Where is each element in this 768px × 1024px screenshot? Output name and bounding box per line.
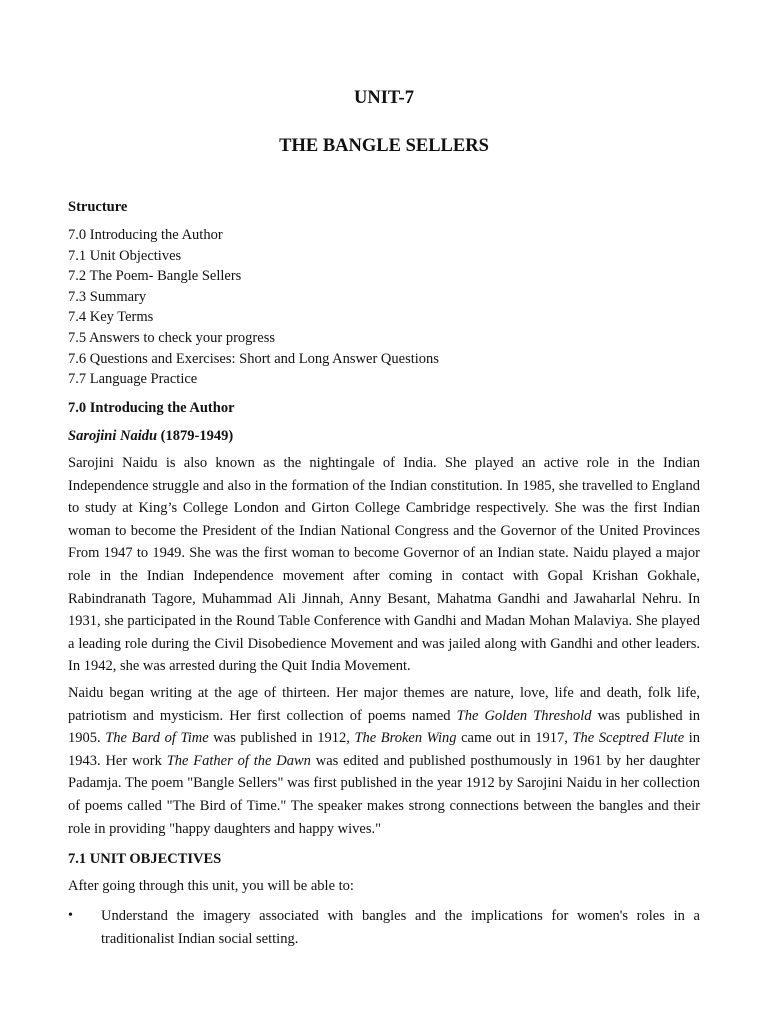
book-title: The Bard of Time: [105, 730, 209, 747]
section-heading-introducing-author: 7.0 Introducing the Author: [68, 400, 235, 416]
structure-list: [68, 225, 439, 390]
book-title: The Father of the Dawn: [166, 752, 311, 769]
text-run: Naidu began writing at the age of thirteen. Her major themes are nature, love, life and death, folk life, patriotism and mysticism. Her first collection of poems named: [68, 685, 700, 724]
page-title: THE BANGLE SELLERS: [279, 136, 489, 156]
structure-item: 7.3 Summary: [68, 288, 147, 305]
text-run: was published in 1912,: [208, 730, 355, 747]
book-title: The Sceptred Flute: [572, 730, 685, 747]
objective-text: Understand the imagery associated with bangles and the implications for women's roles in a traditionalist Indian social setting.: [101, 908, 700, 947]
structure-item: 7.2 The Poem- Bangle Sellers: [68, 268, 242, 285]
structure-item: 7.6 Questions and Exercises: Short and Long Answer Questions: [68, 350, 439, 367]
structure-item: 7.5 Answers to check your progress: [68, 329, 275, 346]
text-run: in 1943. Her work: [68, 730, 701, 769]
structure-item: 7.7 Language Practice: [68, 371, 198, 388]
author-line: [68, 426, 233, 446]
author-paragraph-2: [68, 682, 700, 840]
structure-heading: Structure: [68, 199, 128, 215]
structure-item: 7.0 Introducing the Author: [68, 227, 223, 243]
bullet-icon: •: [68, 908, 73, 923]
text-run: was published in 1905.: [68, 707, 700, 747]
book-title: The Golden Threshold: [456, 707, 592, 724]
objectives-intro: After going through this unit, you will be able to:: [68, 878, 354, 894]
author-years: (1879-1949): [157, 428, 234, 444]
author-paragraph-1: Sarojini Naidu is also known as the nightingale of India. She played an active role in the Indian Independence struggle and also in the formation of the Indian constitution. In 1985, she travelled to England to study at King’s College London and Girton College Cambridge respectively. She was the first Indian woman to become the President of the Indian National Congress and the Governor of the United Provinces From 1947 to 1949. She was the first woman to become Governor of an Indian state. Naidu played a major role in the Indian Independence movement after coming in contact with Gopal Krishan Gokhale, Rabindranath Tagore, Muhammad Ali Jinnah, Anny Besant, Mahatma Gandhi and Jawaharlal Nehru. In 1931, she participated in the Round Table Conference with Gandhi and Madan Mohan Malaviya. She played a leading role during the Civil Disobedience Movement and was jailed along with Gandhi and other leaders. In 1942, she was arrested during the Quit India Movement.: [68, 455, 700, 675]
text-run: came out in 1917,: [456, 730, 573, 747]
section-heading-unit-objectives: 7.1 UNIT OBJECTIVES: [68, 851, 222, 867]
author-name: Sarojini Naidu: [68, 428, 158, 444]
text-run: was edited and published posthumously in 1961 by her daughter Padamja. The poem "Bangle Sellers" was first published in the year 1912 by Sarojini Naidu in her collection of poems called "The Bird of Time." The speaker makes strong connections between the bangles and their role in providing "happy daughters and happy wives.": [68, 752, 700, 837]
structure-item: 7.1 Unit Objectives: [68, 247, 182, 264]
unit-title: UNIT-7: [354, 88, 414, 108]
structure-item: 7.4 Key Terms: [68, 309, 154, 326]
book-title: The Broken Wing: [354, 730, 457, 747]
